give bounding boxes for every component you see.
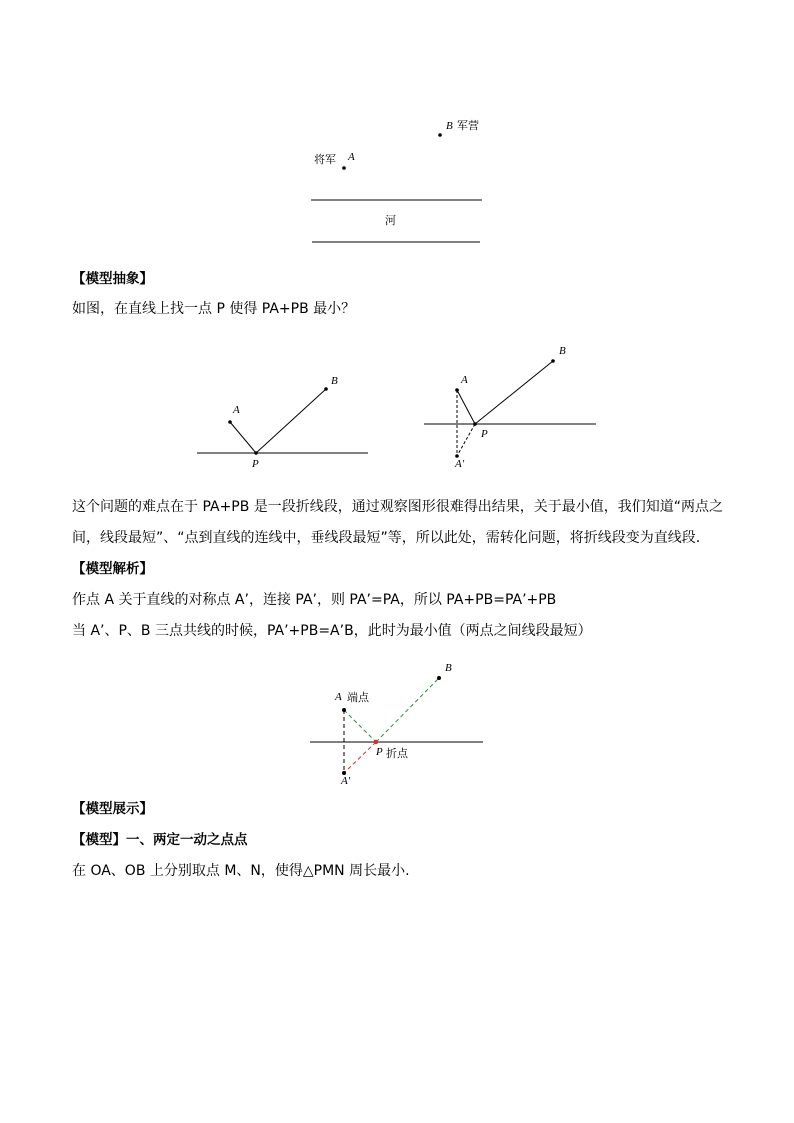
segment-pb	[475, 361, 553, 424]
segment-ap	[344, 710, 376, 742]
label-river: 河	[385, 214, 396, 227]
figure-reflection	[420, 340, 605, 470]
label-b: B	[559, 345, 566, 357]
label-a-prime: A'	[455, 458, 465, 470]
text-find-point-p: 如图，在直线上找一点 P 使得 PA+PB 最小？	[72, 301, 356, 317]
label-p: P	[252, 458, 259, 470]
point-a	[342, 166, 346, 170]
paragraph-difficulty-line-1: 这个问题的难点在于 PA+PB 是一段折线段，通过观察图形很难得出结果，关于最小值，我们知道“两点之	[72, 499, 724, 515]
label-a: A	[233, 404, 240, 416]
heading-model-abstract: 【模型抽象】	[72, 271, 153, 287]
text-perimeter-problem: 在 OA、OB 上分别取点 M、N，使得△PMN 周长最小.	[72, 863, 410, 879]
point-b	[438, 133, 442, 137]
heading-model-display: 【模型展示】	[72, 801, 153, 817]
label-a-prime: A'	[341, 775, 351, 787]
point-a	[228, 420, 232, 424]
text-reflection-step: 作点 A 关于直线的对称点 A’，连接 PA’，则 PA’=PA，所以 PA+PB=PA’+PB	[72, 592, 557, 608]
label-camp: 军营	[457, 119, 479, 132]
figure-general-camp-river	[300, 108, 500, 248]
segment-p-a-prime	[457, 424, 475, 456]
heading-model-analysis: 【模型解析】	[72, 561, 153, 577]
point-p	[473, 422, 477, 426]
point-p	[254, 451, 258, 455]
label-b: B	[331, 375, 338, 387]
segment-pb	[256, 389, 326, 453]
point-p	[374, 740, 378, 744]
segment-p-a-prime	[344, 742, 376, 773]
segment-pb	[376, 678, 439, 742]
label-a: A	[335, 691, 342, 703]
point-b	[324, 387, 328, 391]
figure-solution	[300, 655, 490, 790]
label-fold-point: 折点	[386, 747, 408, 760]
label-p: P	[481, 428, 488, 440]
label-a: A	[348, 151, 355, 163]
label-a: A	[461, 374, 468, 386]
label-b: B	[446, 120, 453, 132]
label-b: B	[445, 662, 452, 674]
point-b	[551, 359, 555, 363]
segment-pa	[457, 390, 475, 424]
heading-two-fixed-one-moving: 【模型】一、两定一动之点点	[72, 832, 248, 848]
label-p: P	[376, 746, 383, 758]
point-a	[342, 708, 346, 712]
point-a	[455, 388, 459, 392]
label-general: 将军	[314, 153, 336, 166]
point-b	[437, 676, 441, 680]
figure-broken-line	[190, 370, 375, 470]
segment-pa	[230, 422, 256, 453]
text-collinear-condition: 当 A’、P、B 三点共线的时候，PA’+PB=A’B，此时为最小值（两点之间线段最短）	[72, 623, 592, 639]
label-endpoint: 端点	[347, 691, 369, 704]
paragraph-difficulty-line-2: 间，线段最短”、“点到直线的连线中，垂线段最短”等，所以此处，需转化问题，将折线段变为直线段.	[72, 530, 701, 546]
